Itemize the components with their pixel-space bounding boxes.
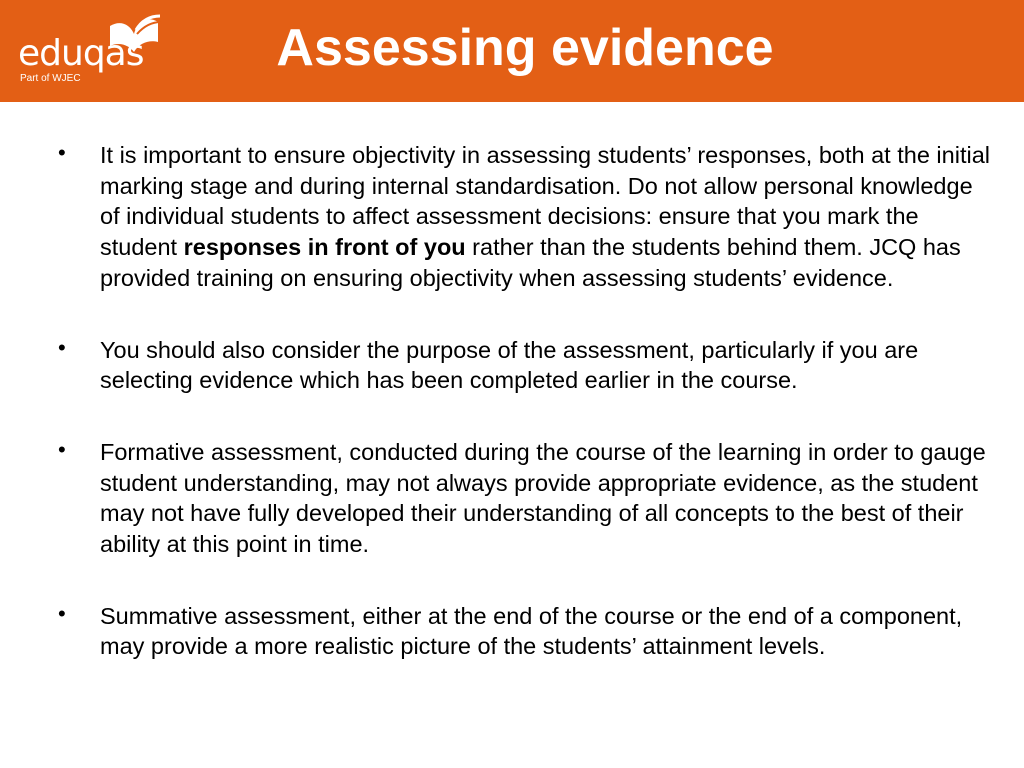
bullet-objectivity [58, 140, 998, 294]
bullet-text: Formative assessment, conducted during the course of the learning in order to gauge student understanding, may not always provide appropriate evidence, as the student may not have fully developed their understanding of all concepts to the best of their ability at this point in time. [100, 438, 986, 558]
bullet-marker: • [58, 600, 66, 626]
bullet-text-part: It is important to ensure objectivity in assessing students’ responses, both at the initial marking stage and during internal standardisation. Do not allow personal knowledge of individual students to affect assessment decisions: ensure that you mark the student [100, 142, 990, 261]
bullet-summative [58, 601, 998, 662]
bullet-formative [58, 437, 998, 560]
eduqas-logo [14, 12, 164, 92]
bullet-text-emphasis: responses in front of you [183, 234, 466, 261]
bullet-marker: • [58, 334, 66, 360]
logo-tagline: Part of WJEC [20, 73, 81, 84]
page-title: Assessing evidence [276, 19, 774, 77]
bullet-marker: • [58, 140, 66, 165]
header-bar [0, 0, 1024, 102]
bullet-text: You should also consider the purpose of the assessment, particularly if you are selecting evidence which has been completed earlier in the course. [100, 336, 919, 394]
bullet-marker: • [58, 436, 66, 462]
logo-wordmark: eduqas [18, 33, 144, 74]
bullet-text-part: rather than the students behind them. JCQ has provided training on ensuring objectivity when assessing students’ evidence. [100, 234, 961, 291]
bullet-purpose [58, 335, 998, 396]
bullet-text: Summative assessment, either at the end of the course or the end of a component, may provide a more realistic picture of the students’ attainment levels. [100, 602, 963, 660]
bullet-list [58, 140, 998, 703]
